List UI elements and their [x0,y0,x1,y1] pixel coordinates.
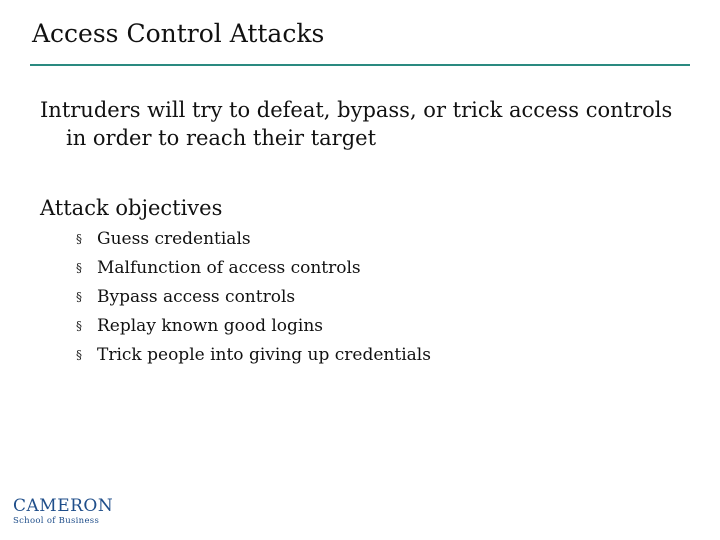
cameron-logo [13,497,113,527]
intro-line-2: in order to reach their target [66,126,377,150]
list-item [76,341,431,370]
intro-line-1: Intruders will try to defeat, bypass, or trick access controls [40,98,673,122]
title-divider [30,64,690,66]
objectives-list [76,225,431,370]
list-item-text: Trick people into giving up credentials [97,345,431,365]
list-item [76,312,431,341]
list-item [76,225,431,254]
list-item-text: Replay known good logins [97,316,324,336]
bullet-icon: § [76,348,82,362]
intro-paragraph [40,96,690,152]
objectives-heading: Attack objectives [40,196,223,220]
list-item-text: Malfunction of access controls [97,258,361,278]
slide-title: Access Control Attacks [32,19,325,48]
logo-line-2: School of Business [13,516,100,526]
bullet-icon: § [76,319,82,333]
list-item-text: Bypass access controls [97,287,296,307]
list-item [76,254,431,283]
bullet-icon: § [76,290,82,304]
list-item [76,283,431,312]
bullet-icon: § [76,261,82,275]
bullet-icon: § [76,232,82,246]
list-item-text: Guess credentials [97,229,251,249]
logo-line-1: CAMERON [13,496,114,516]
